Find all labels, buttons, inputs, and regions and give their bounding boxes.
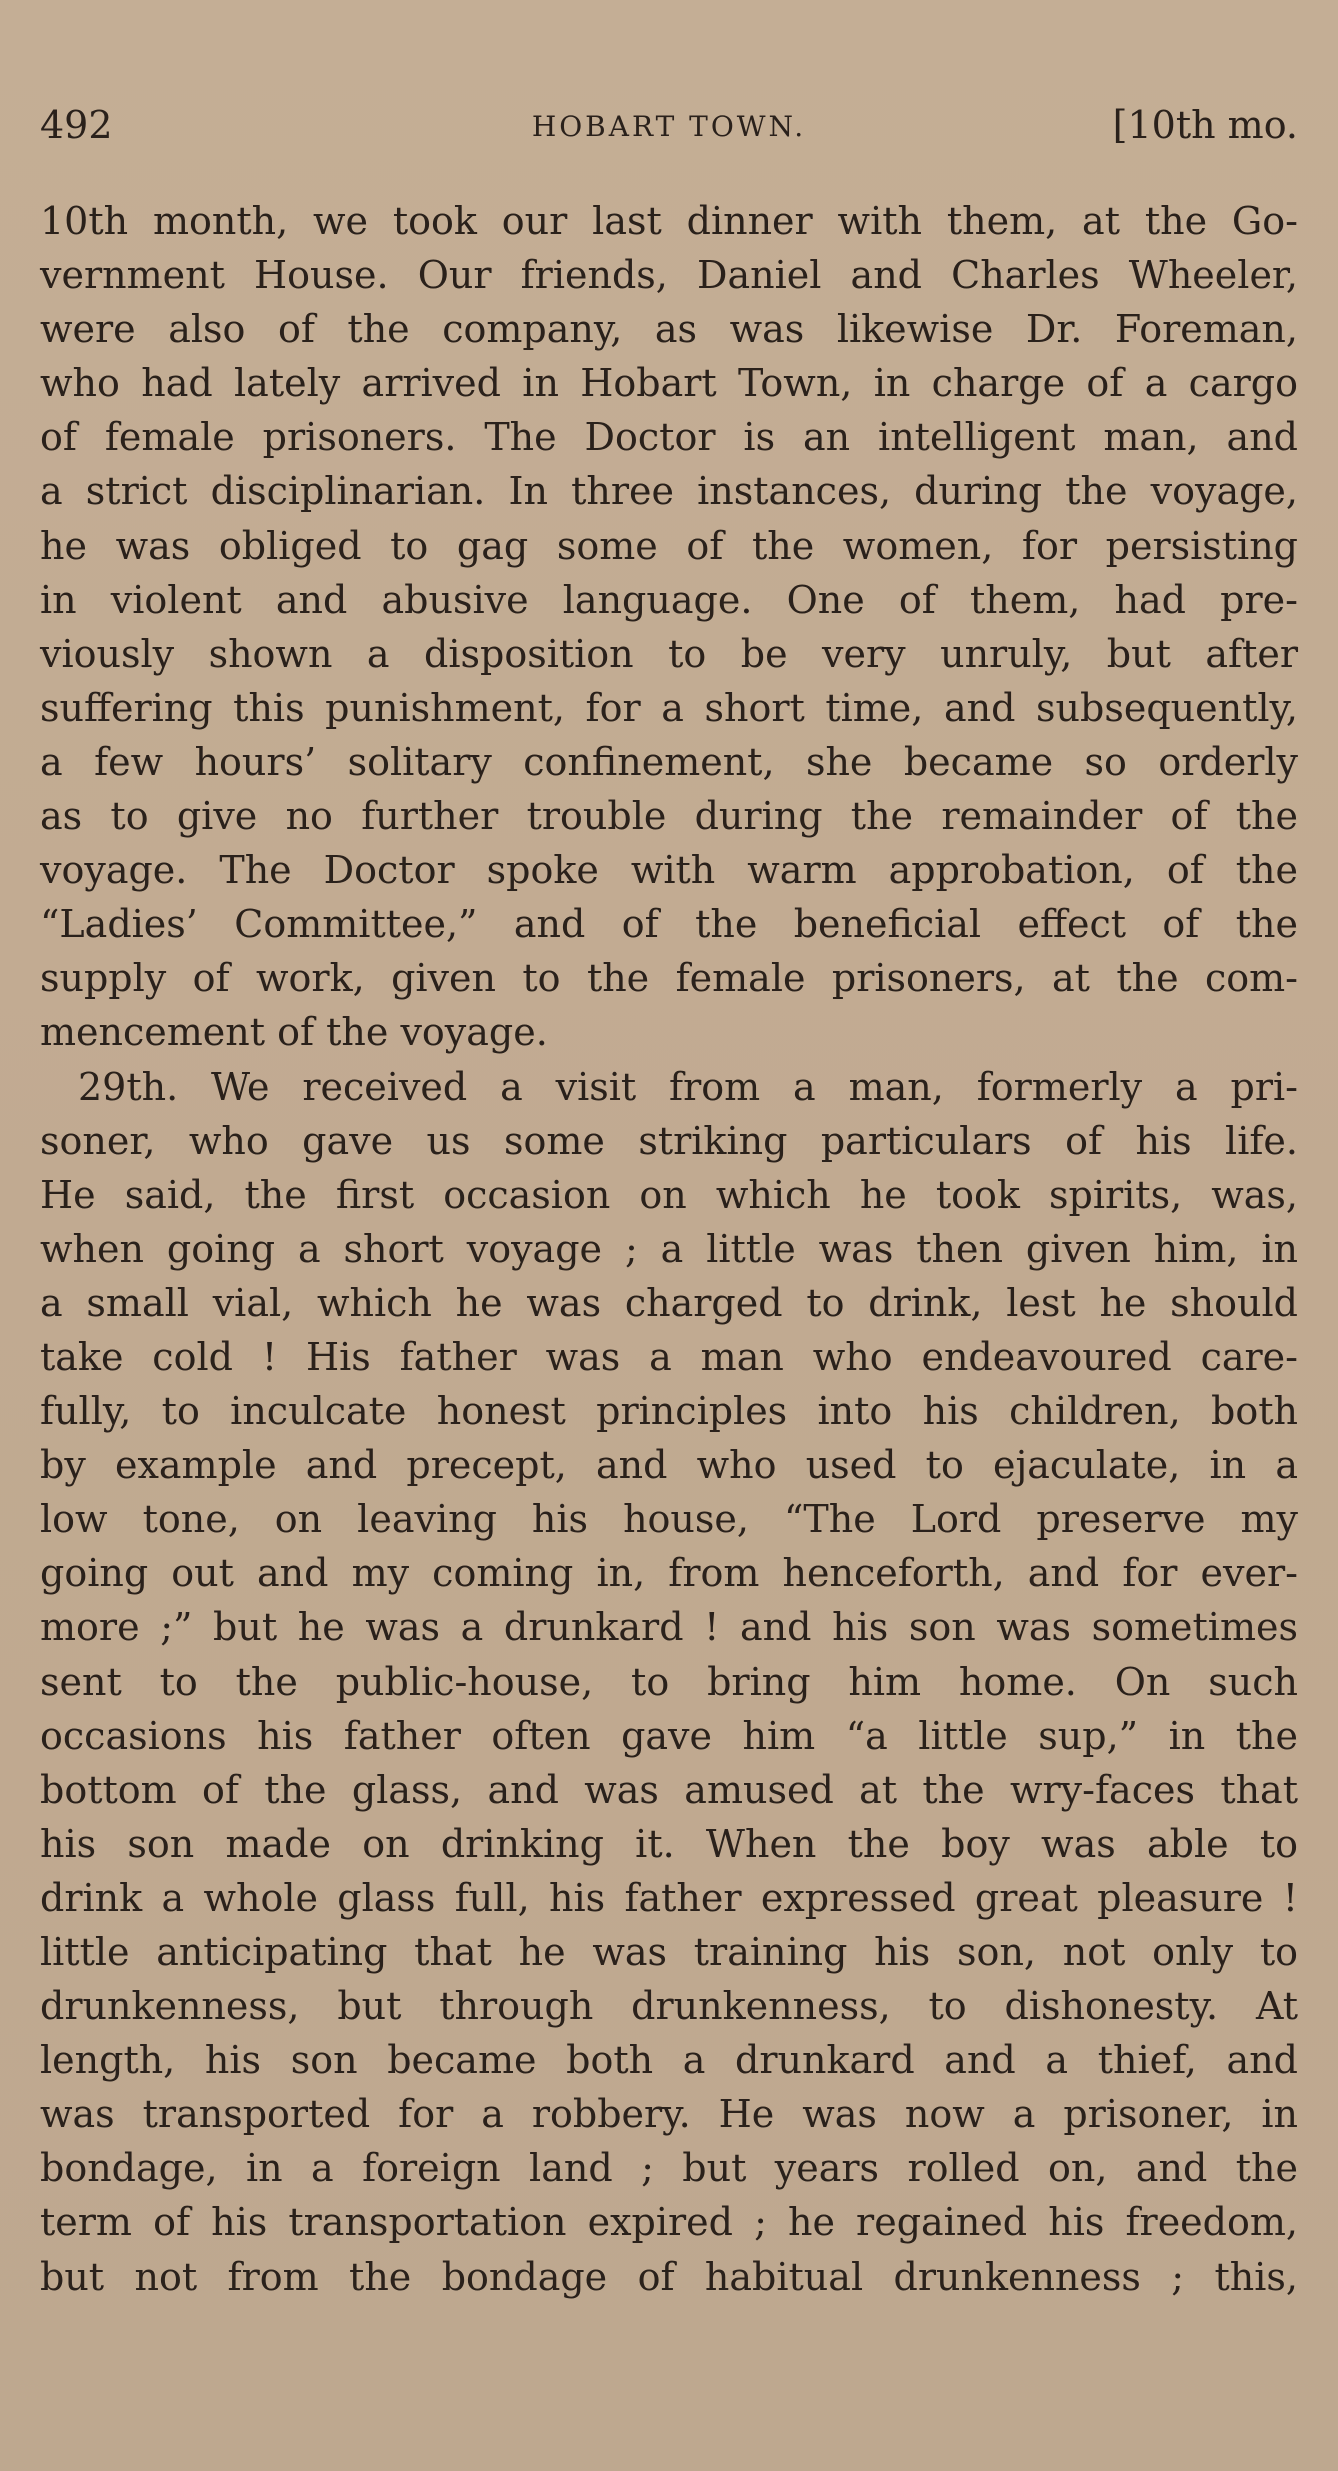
text-line: bottom of the glass, and was amused at the wry-faces that <box>40 1767 1298 1812</box>
text-line: soner, who gave us some striking particulars of his life. <box>40 1118 1298 1163</box>
month-marker: [10th mo. <box>1112 103 1298 147</box>
text-line: little anticipating that he was training his son, not only to <box>40 1930 1298 1974</box>
text-line: when going a short voyage ; a little was then given him, in <box>40 1226 1298 1271</box>
text-line: sent to the public-house, to bring him home. On such <box>40 1659 1298 1704</box>
text-line: viously shown a disposition to be very unruly, but after <box>40 631 1298 676</box>
text-line: in violent and abusive language. One of them, had pre- <box>40 577 1298 622</box>
text-line: take cold ! His father was a man who endeavoured care- <box>40 1334 1298 1379</box>
text-line: supply of work, given to the female prisoners, at the com- <box>40 956 1298 1001</box>
text-line: low tone, on leaving his house, “The Lord preserve my <box>40 1497 1298 1542</box>
text-line: 29th. We received a visit from a man, formerly a pri- <box>78 1064 1298 1109</box>
page-number: 492 <box>40 103 113 147</box>
text-line: a few hours’ solitary confinement, she became so orderly <box>40 739 1298 784</box>
text-line: bondage, in a foreign land ; but years rolled on, and the <box>40 2146 1298 2191</box>
text-line: vernment House. Our friends, Daniel and Charles Wheeler, <box>40 253 1298 298</box>
text-line: was transported for a robbery. He was now a prisoner, in <box>40 2092 1298 2137</box>
body-text <box>40 194 1298 2304</box>
text-line: drink a whole glass full, his father expressed great pleasure ! <box>40 1875 1298 1920</box>
text-line: who had lately arrived in Hobart Town, in charge of a cargo <box>40 361 1298 406</box>
text-line: mencement of the voyage. <box>40 1010 548 1055</box>
text-line: a strict disciplinarian. In three instances, during the voyage, <box>40 469 1298 514</box>
text-line: of female prisoners. The Doctor is an intelligent man, and <box>40 415 1298 460</box>
text-line: “Ladies’ Committee,” and of the beneficial effect of the <box>40 902 1298 947</box>
text-line: drunkenness, but through drunkenness, to dishonesty. At <box>40 1984 1298 2029</box>
text-line: by example and precept, and who used to ejaculate, in a <box>40 1443 1298 1488</box>
text-line: going out and my coming in, from henceforth, and for ever- <box>40 1551 1298 1596</box>
text-line: voyage. The Doctor spoke with warm approbation, of the <box>40 848 1298 893</box>
text-line: a small vial, which he was charged to drink, lest he should <box>40 1280 1298 1325</box>
text-line: were also of the company, as was likewise Dr. Foreman, <box>40 307 1298 352</box>
text-line: he was obliged to gag some of the women, for persisting <box>40 523 1298 568</box>
page-header <box>40 100 1298 160</box>
text-line: He said, the first occasion on which he took spirits, was, <box>40 1172 1298 1217</box>
text-line: occasions his father often gave him “a little sup,” in the <box>40 1713 1298 1758</box>
text-line: but not from the bondage of habitual drunkenness ; this, <box>40 2254 1298 2299</box>
text-line: fully, to inculcate honest principles into his children, both <box>40 1389 1298 1434</box>
text-line: suffering this punishment, for a short time, and subsequently, <box>40 685 1298 730</box>
text-line: length, his son became both a drunkard and a thief, and <box>40 2038 1298 2083</box>
text-line: as to give no further trouble during the remainder of the <box>40 794 1298 839</box>
text-line: term of his transportation expired ; he regained his freedom, <box>40 2200 1298 2245</box>
text-line: 10th month, we took our last dinner with them, at the Go- <box>40 199 1298 243</box>
text-line: more ;” but he was a drunkard ! and his son was sometimes <box>40 1605 1298 1650</box>
text-line: his son made on drinking it. When the boy was able to <box>40 1821 1298 1866</box>
running-head: HOBART TOWN. <box>531 110 807 143</box>
